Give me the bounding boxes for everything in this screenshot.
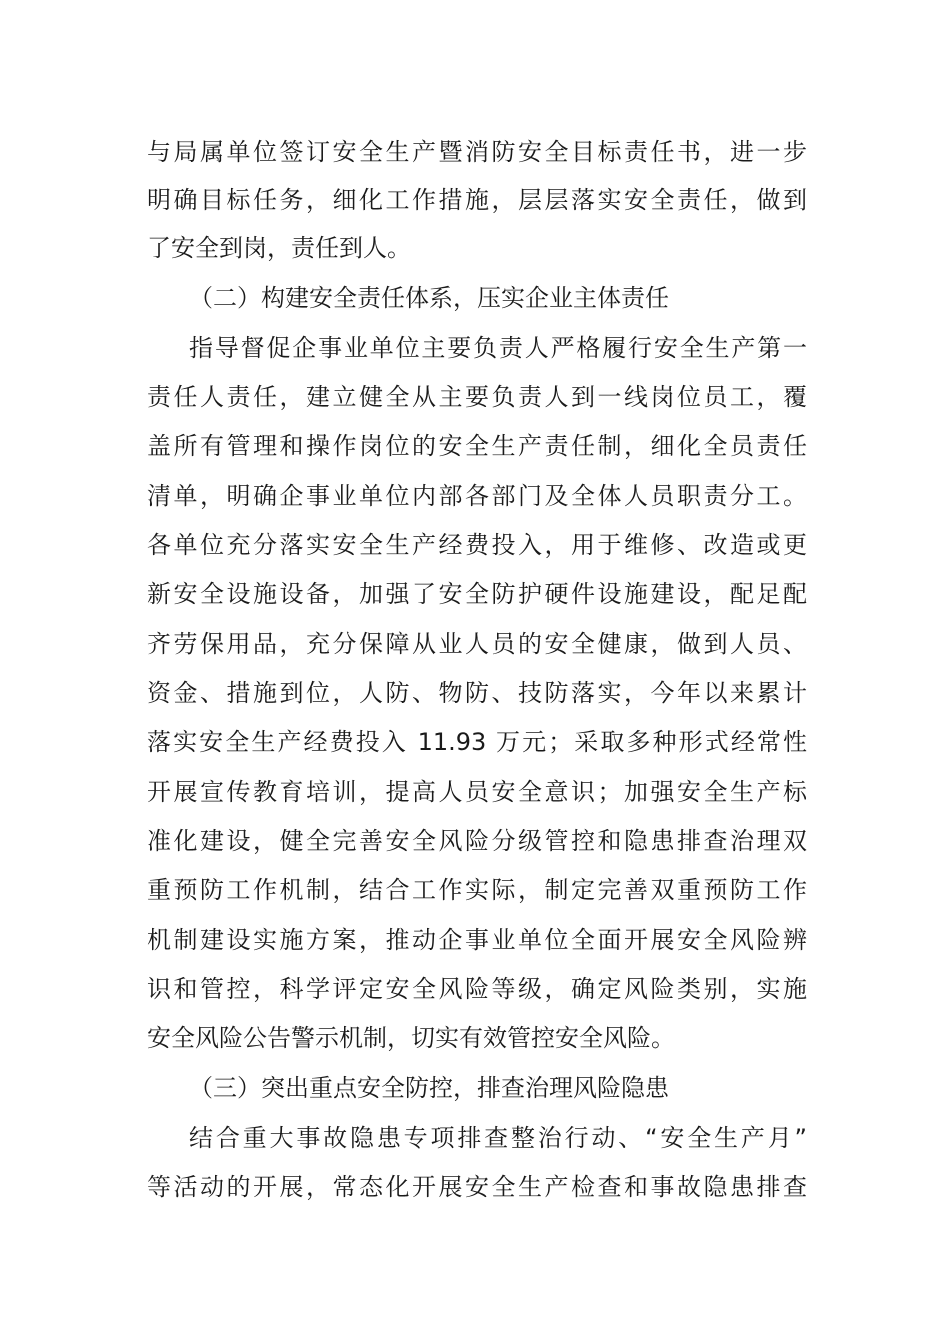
- text-line: 识和管控，科学评定安全风险等级，确定风险类别，实施: [147, 975, 807, 1003]
- section-heading-3: （三）突出重点安全防控，排查治理风险隐患: [189, 1074, 669, 1102]
- text-line: 结合重大事故隐患专项排查整治行动、“安全生产月”: [189, 1124, 807, 1152]
- text-line: 落实安全生产经费投入 11.93 万元；采取多种形式经常性: [147, 728, 807, 756]
- text-line: 各单位充分落实安全生产经费投入，用于维修、改造或更: [147, 531, 807, 559]
- text-line: 清单，明确企事业单位内部各部门及全体人员职责分工。: [147, 482, 807, 510]
- text-line: 机制建设实施方案，推动企事业单位全面开展安全风险辨: [147, 926, 807, 954]
- text-line: 准化建设，健全完善安全风险分级管控和隐患排查治理双: [147, 827, 807, 855]
- text-line: 指导督促企事业单位主要负责人严格履行安全生产第一: [189, 334, 807, 362]
- text-line: 齐劳保用品，充分保障从业人员的安全健康，做到人员、: [147, 630, 807, 658]
- text-line: 开展宣传教育培训，提高人员安全意识；加强安全生产标: [147, 778, 807, 806]
- text-line: 了安全到岗，责任到人。: [147, 234, 411, 262]
- text-line: 等活动的开展，常态化开展安全生产检查和事故隐患排查: [147, 1173, 807, 1201]
- text-line: 责任人责任，建立健全从主要负责人到一线岗位员工，覆: [147, 383, 807, 411]
- section-heading-2: （二）构建安全责任体系，压实企业主体责任: [189, 284, 669, 312]
- text-line: 安全风险公告警示机制，切实有效管控安全风险。: [147, 1024, 675, 1052]
- text-line: 新安全设施设备，加强了安全防护硬件设施建设，配足配: [147, 580, 807, 608]
- text-line: 资金、措施到位，人防、物防、技防落实，今年以来累计: [147, 679, 807, 707]
- text-line: 与局属单位签订安全生产暨消防安全目标责任书，进一步: [147, 138, 807, 166]
- text-line: 盖所有管理和操作岗位的安全生产责任制，细化全员责任: [147, 432, 807, 460]
- text-line: 明确目标任务，细化工作措施，层层落实安全责任，做到: [147, 186, 807, 214]
- text-line: 重预防工作机制，结合工作实际，制定完善双重预防工作: [147, 876, 807, 904]
